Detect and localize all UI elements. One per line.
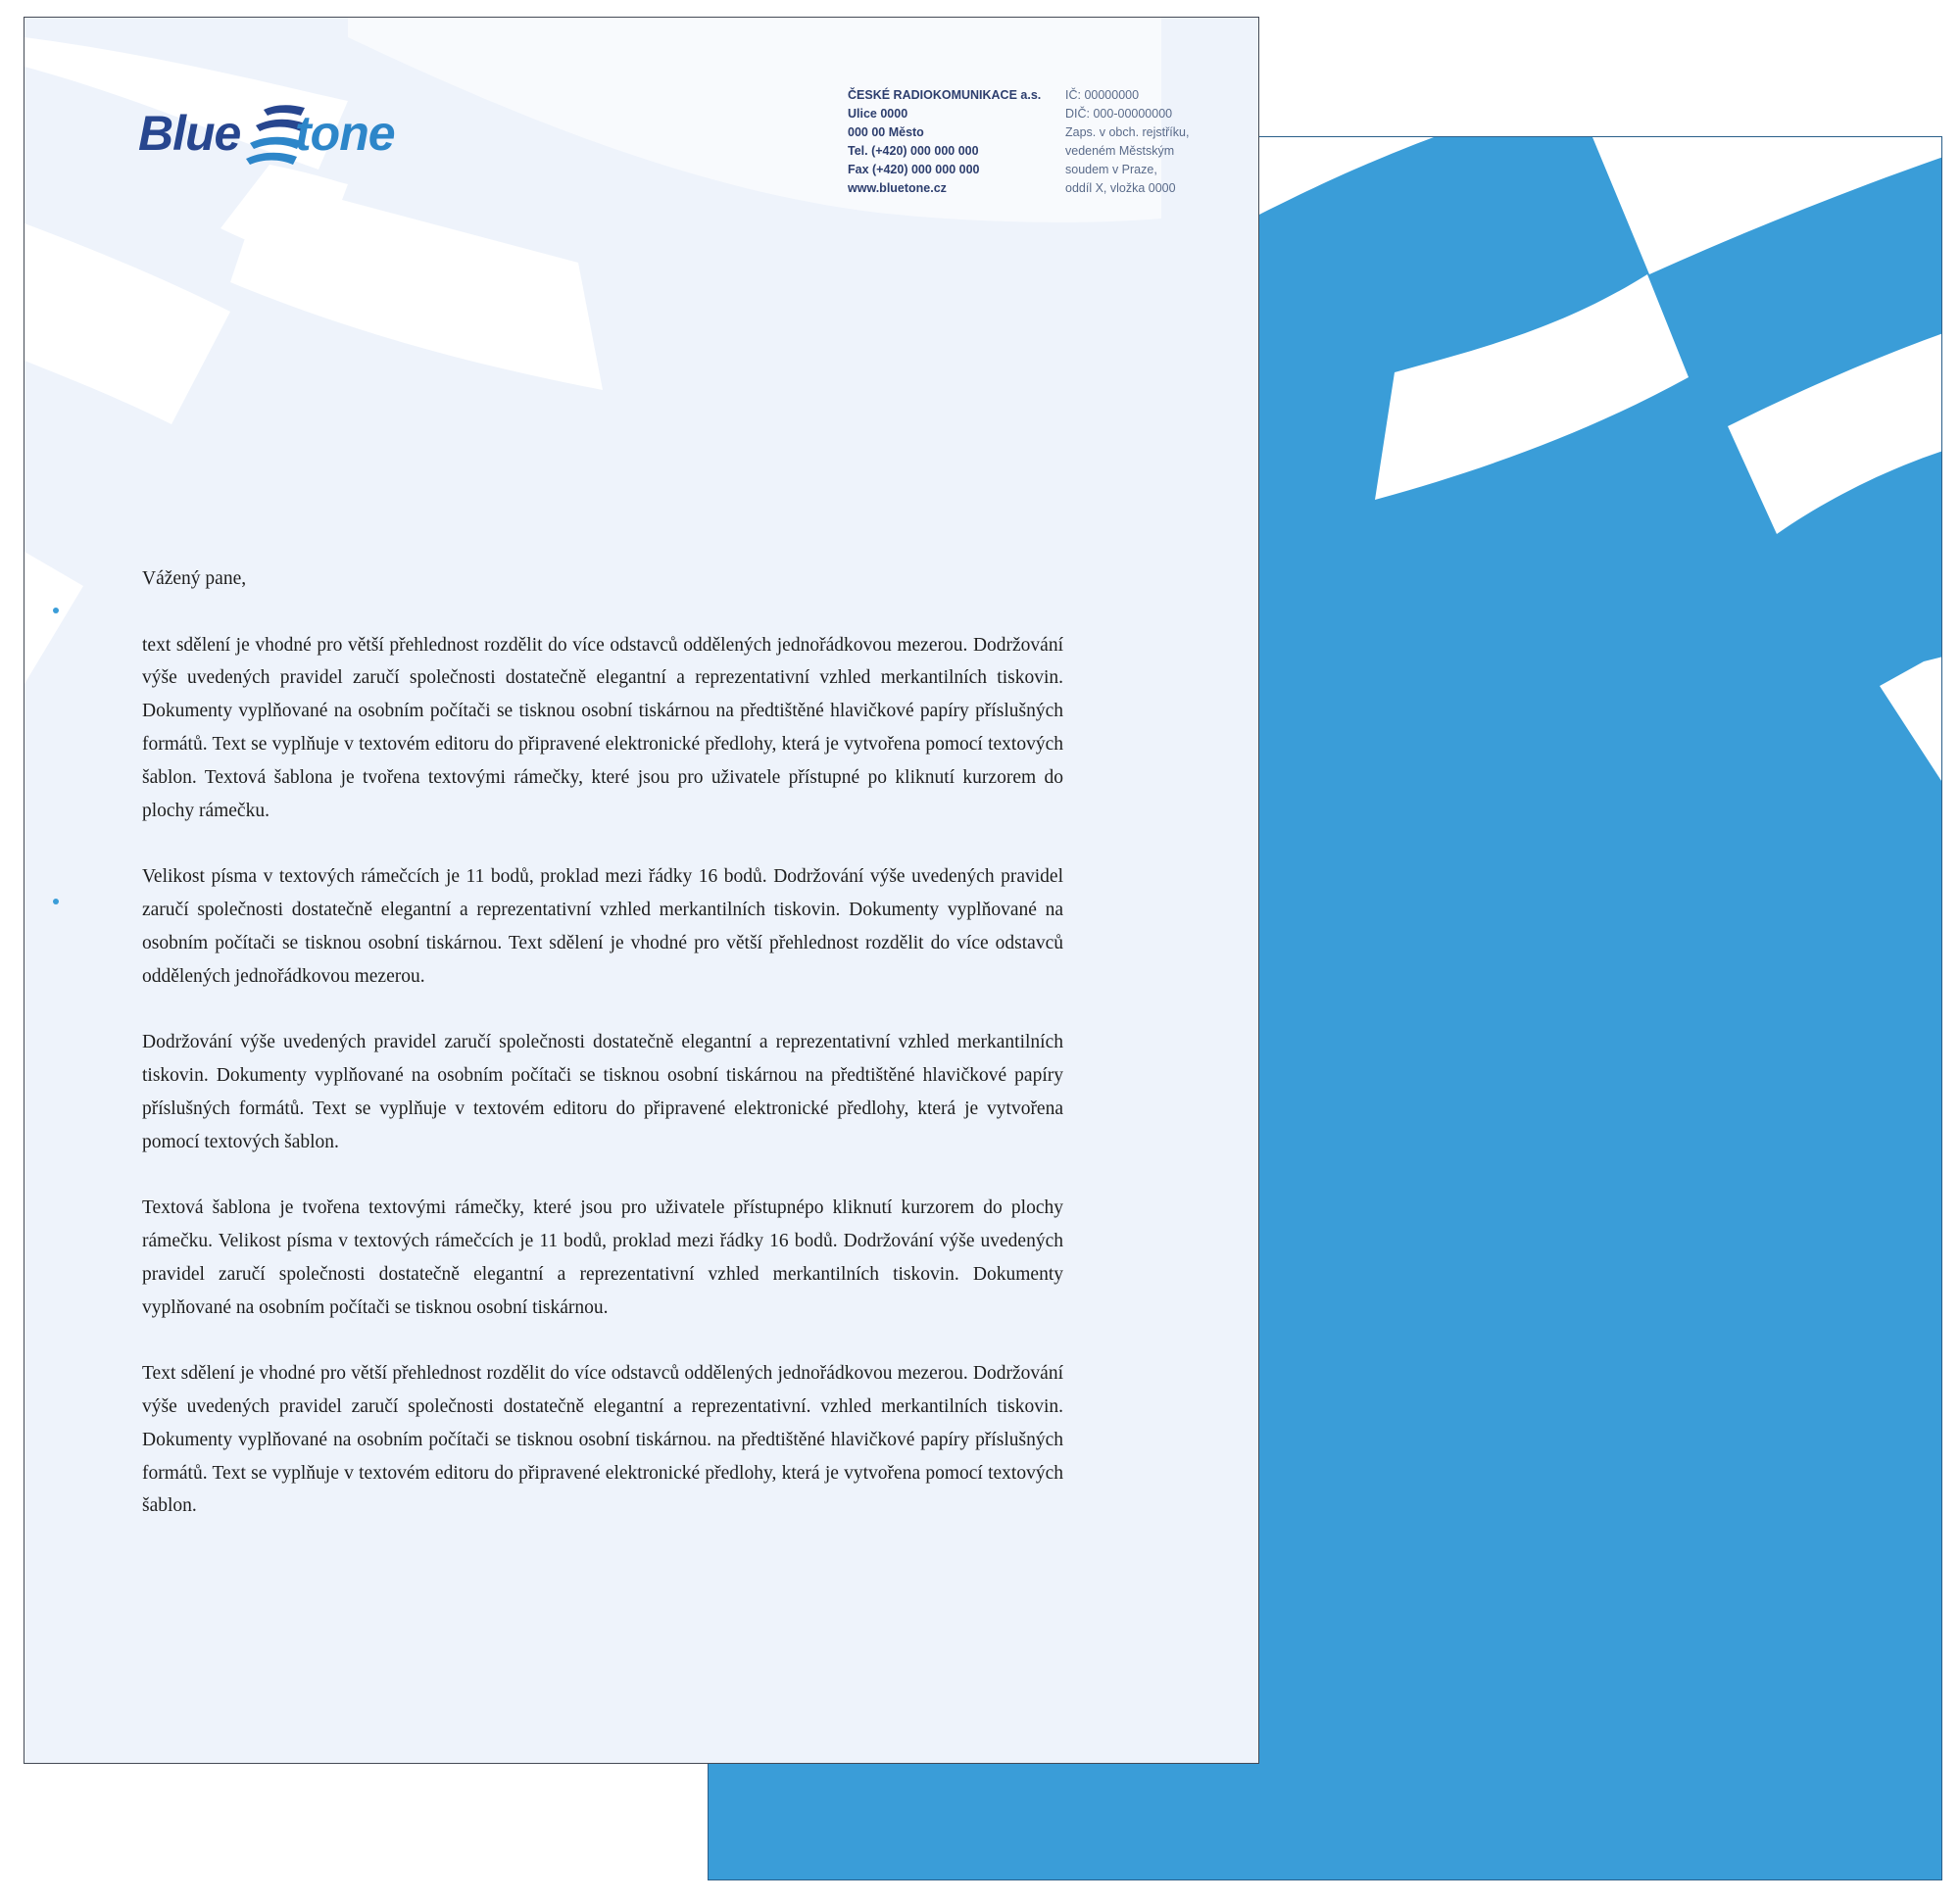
company-street: Ulice 0000 [848, 107, 908, 121]
back-decor-shape [1880, 657, 1942, 784]
company-city: 000 00 Město [848, 125, 924, 139]
company-website: www.bluetone.cz [848, 181, 947, 195]
company-name: ČESKÉ RADIOKOMUNIKACE a.s. [848, 88, 1042, 102]
registry-line: soudem v Praze, [1065, 163, 1157, 176]
front-decor-shape [24, 223, 230, 424]
registry-dic: DIČ: 000-00000000 [1065, 107, 1173, 121]
letterhead-front-sheet [24, 17, 1259, 1764]
letter-paragraph: Velikost písma v textových rámečcích je 11 bodů, proklad mezi řádky 16 bodů. Dodržování výše uvedených pravidel zaručí společnosti dostatečně elegantní a reprezentativní vzhled merkantilních tiskovin. Dokumenty vyplňované na osobním počítači se tisknou osobní tiskárnou. Text sdělení je vhodné pro větší přehlednost rozdělit do více odstavců oddělených jednořádkovou mezerou. [142, 866, 1063, 987]
registry-line: oddíl X, vložka 0000 [1065, 181, 1176, 195]
letter-salutation: Vážený pane, [142, 568, 247, 589]
letter-body [142, 562, 1063, 1556]
logo-word-blue: Blue [138, 106, 241, 161]
logo-word-tone: tone [295, 106, 395, 161]
front-decor-shape [230, 179, 603, 390]
front-decor-shape [24, 552, 83, 684]
registry-line: vedeném Městským [1065, 144, 1175, 158]
registry-line: Zaps. v obch. rejstříku, [1065, 125, 1190, 139]
fold-mark [53, 899, 59, 904]
letter-paragraph: Textová šablona je tvořena textovými rámečky, které jsou pro uživatele přístupnépo kliknutí kurzorem do plochy rámečku. Velikost písma v textových rámečcích je 11 bodů, proklad mezi řádky 16 bodů. Dodržování výše uvedených pravidel zaručí společnosti dostatečně elegantní a reprezentativní vzhled merkantilních tiskovin. Dokumenty vyplňované na osobním počítači se tisknou osobní tiskárnou. [142, 1197, 1063, 1318]
back-decor-shape [1257, 137, 1434, 216]
company-fax: Fax (+420) 000 000 000 [848, 163, 980, 176]
back-decor-shape [1728, 333, 1942, 534]
fold-mark [53, 608, 59, 613]
bluetone-logo [138, 84, 462, 182]
letter-paragraph: Text sdělení je vhodné pro větší přehlednost rozdělit do více odstavců oddělených jednořádkovou mezerou. Dodržování výše uvedených pravidel zaručí společnosti dostatečně elegantní a reprezentativní. vzhled merkantilních tiskovin. Dokumenty vyplňované na osobním počítači se tisknou osobní tiskárnou. na předtištěné hlavičkové papíry příslušných formátů. Text se vyplňuje v textovém editoru do připravené elektronické předlohy, která je vytvořena pomocí textových šablon. [142, 1363, 1063, 1517]
letter-paragraph: text sdělení je vhodné pro větší přehlednost rozdělit do více odstavců oddělených jednořádkovou mezerou. Dodržování výše uvedených pravidel zaručí společnosti dostatečně elegantní a reprezentativní vzhled merkantilních tiskovin. Dokumenty vyplňované na osobním počítači se tisknou osobní tiskárnou na předtištěné hlavičkové papíry příslušných formátů. Text se vyplňuje v textovém editoru do připravené elektronické předlohy, která je vytvořena pomocí textových šablon. Textová šablona je tvořena textovými rámečky, které jsou pro uživatele přístupné po kliknutí kurzorem do plochy rámečku. [142, 634, 1063, 821]
company-phone: Tel. (+420) 000 000 000 [848, 144, 979, 158]
back-decor-shape [1592, 137, 1942, 274]
company-address-block [848, 86, 1041, 198]
registry-ic: IČ: 00000000 [1065, 88, 1140, 102]
back-decor-shape [1375, 274, 1689, 500]
company-registry-block [1065, 86, 1189, 198]
letter-paragraph: Dodržování výše uvedených pravidel zaručí společnosti dostatečně elegantní a reprezentativní vzhled merkantilních tiskovin. Dokumenty vyplňované na osobním počítači se tisknou osobní tiskárnou na předtištěné hlavičkové papíry příslušných formátů. Text se vyplňuje v textovém editoru do připravené elektronické předlohy, která je vytvořena pomocí textových šablon. [142, 1032, 1063, 1152]
